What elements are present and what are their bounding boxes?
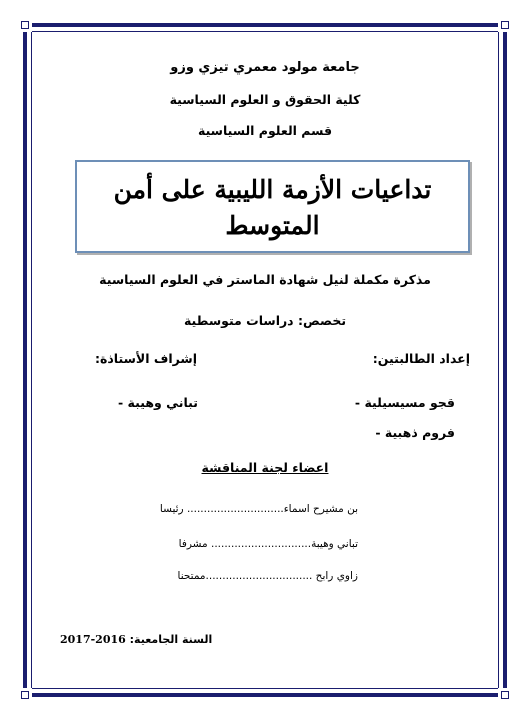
title-box [75, 160, 470, 253]
academic-year [60, 633, 212, 646]
faculty-name: كلية الحقوق و العلوم السياسية [169, 92, 361, 107]
academic-year-value: 2017-2016 [60, 633, 126, 646]
student-name: فروم ذهبية - [375, 425, 455, 440]
jury-heading: اعضاء لجنة المناقشة [201, 460, 329, 475]
thesis-title-line-1: تداعيات الأزمة الليبية على أمن [113, 175, 432, 204]
supervision-label: إشراف الأستاذة: [95, 351, 197, 366]
border-corner-top-right [498, 18, 512, 32]
thesis-title [77, 172, 468, 244]
department-name: قسم العلوم السياسية [197, 123, 332, 138]
memo-description: مذكرة مكملة لنيل شهادة الماستر في العلوم السياسية [99, 272, 431, 287]
student-name-text: فروم ذهبية [384, 425, 455, 440]
professor-name: تباني وهيبة - [118, 395, 198, 410]
student-name: قجو مسيسيلية - [354, 395, 455, 410]
jury-member: بن مشيرح اسماء............................. رئيسا [159, 503, 358, 515]
jury-member: زاوي رابح ................................ممتحنا [177, 570, 358, 582]
student-name-text: قجو مسيسيلية [364, 395, 455, 410]
jury-member: تباني وهيبة.............................. مشرفا [178, 538, 358, 550]
border-corner-bottom-right [498, 688, 512, 702]
border-corner-top-left [18, 18, 32, 32]
professor-name-text: تباني وهيبة [127, 395, 198, 410]
university-name: جامعة مولود معمري تيزي وزو [170, 60, 360, 75]
thesis-title-line-2: المتوسط [225, 211, 320, 240]
prepared-by-label: إعداد الطالبتين: [372, 351, 470, 366]
academic-year-label: السنة الجامعية: [129, 633, 213, 646]
border-corner-bottom-left [18, 688, 32, 702]
specialization: تخصص: دراسات متوسطية [183, 313, 347, 328]
